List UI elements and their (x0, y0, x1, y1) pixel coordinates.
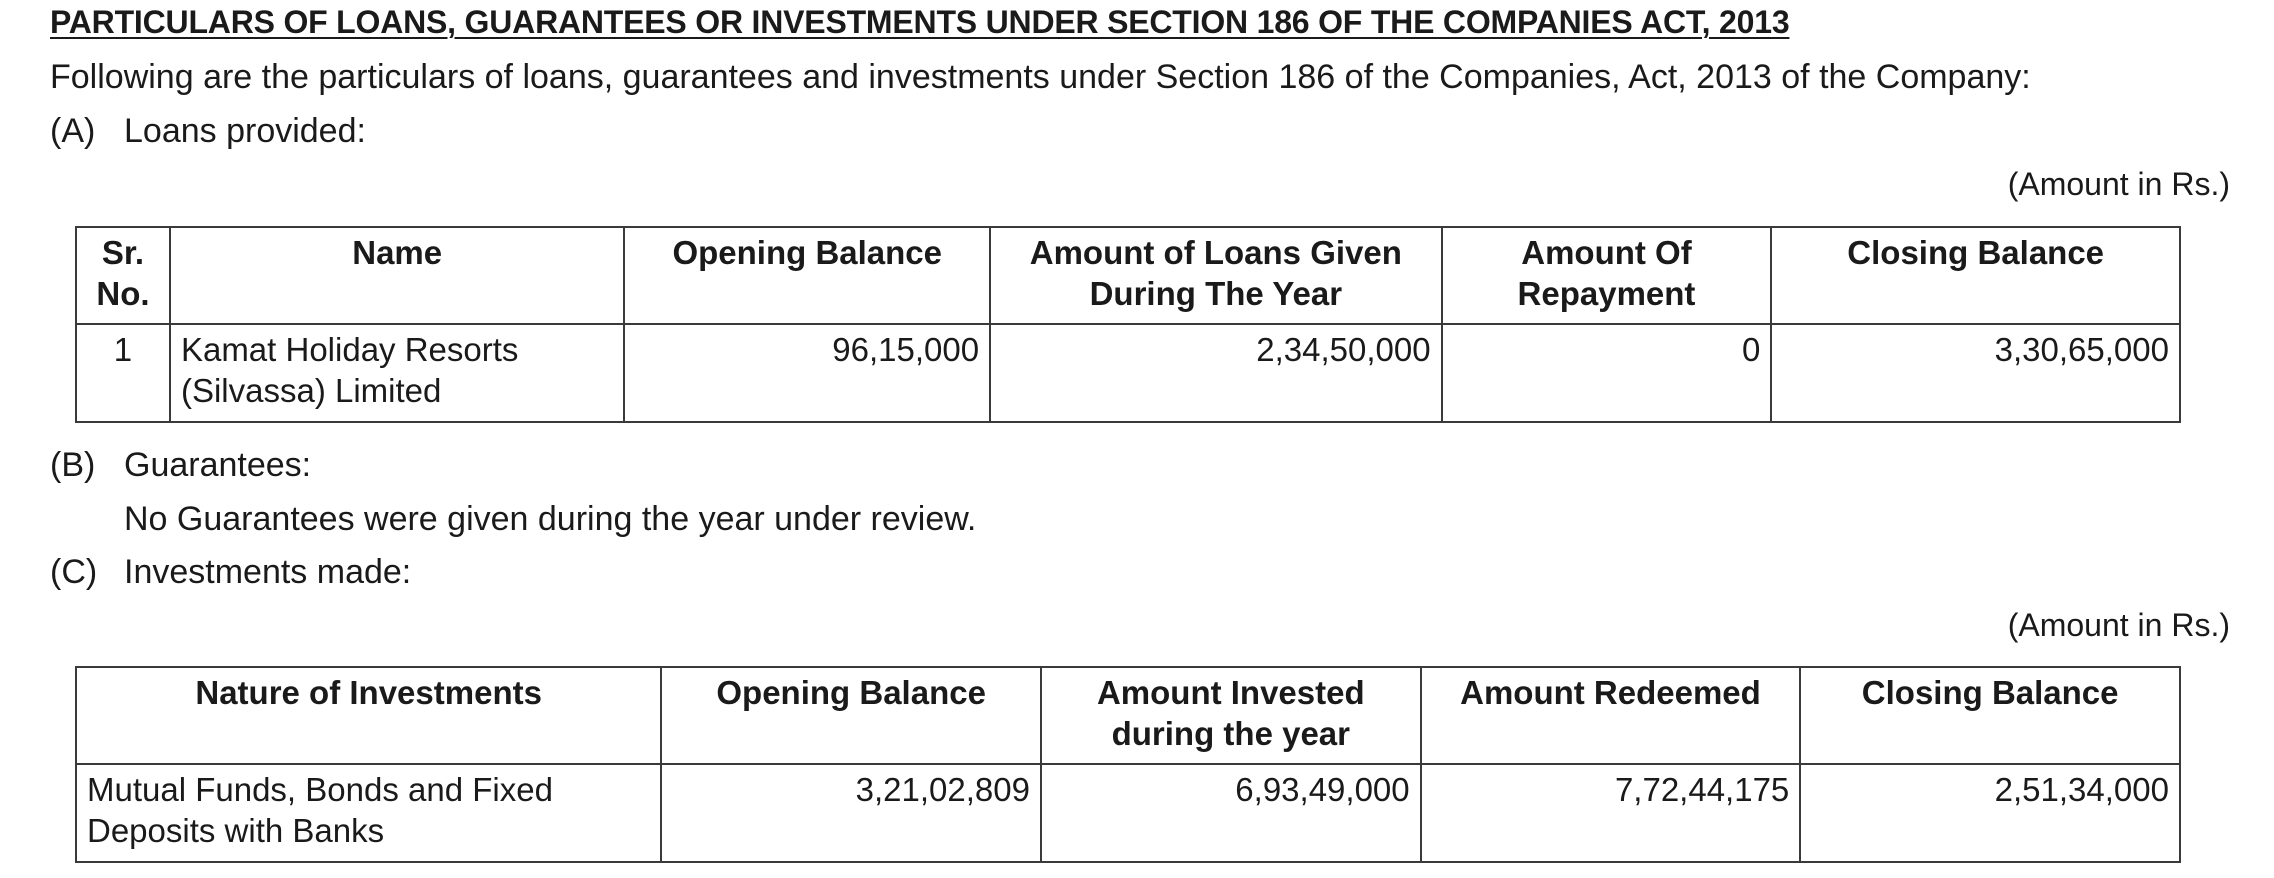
cell-opening-balance: 96,15,000 (624, 324, 990, 422)
header-nature: Nature of Investments (76, 667, 661, 764)
section-a-amount-note: (Amount in Rs.) (2007, 166, 2230, 202)
cell-sr-no: 1 (76, 324, 170, 422)
header-name: Name (170, 227, 624, 324)
section-b-heading (50, 446, 311, 485)
investments-header-row (76, 667, 2180, 764)
page-title: PARTICULARS OF LOANS, GUARANTEES OR INVESTMENTS UNDER SECTION 186 OF THE COMPANIES ACT, 2013 (50, 4, 1790, 40)
section-c-title: Investments made: (124, 553, 412, 591)
loans-header-row (76, 227, 2180, 324)
cell-repayment: 0 (1442, 324, 1772, 422)
cell-closing-balance: 2,51,34,000 (1800, 764, 2180, 862)
header-redeemed: Amount Redeemed (1421, 667, 1801, 764)
cell-name: Kamat Holiday Resorts (Silvassa) Limited (170, 324, 624, 422)
section-c-marker: (C) (50, 553, 98, 591)
section-b-title: Guarantees: (124, 446, 312, 484)
table-row (76, 324, 2180, 422)
cell-closing-balance: 3,30,65,000 (1771, 324, 2180, 422)
cell-opening-balance: 3,21,02,809 (661, 764, 1041, 862)
section-a-heading (50, 112, 366, 151)
section-a-marker: (A) (50, 112, 96, 150)
header-closing-balance: Closing Balance (1771, 227, 2180, 324)
header-opening-balance: Opening Balance (624, 227, 990, 324)
cell-redeemed: 7,72,44,175 (1421, 764, 1801, 862)
table-row (76, 764, 2180, 862)
section-c-amount-note: (Amount in Rs.) (2007, 607, 2230, 643)
header-closing-balance: Closing Balance (1800, 667, 2180, 764)
header-opening-balance: Opening Balance (661, 667, 1041, 764)
section-b-marker: (B) (50, 446, 96, 484)
loans-table (75, 226, 2181, 423)
intro-text: Following are the particulars of loans, guarantees and investments under Section 186 of the Companies, Act, 2013 of the Company: (50, 58, 2031, 96)
section-c-heading (50, 553, 411, 592)
header-repayment: Amount Of Repayment (1442, 227, 1772, 324)
header-sr-no: Sr. No. (76, 227, 170, 324)
investments-table (75, 666, 2181, 863)
section-a-title: Loans provided: (124, 112, 366, 150)
header-loans-given: Amount of Loans Given During The Year (990, 227, 1442, 324)
cell-loans-given: 2,34,50,000 (990, 324, 1442, 422)
guarantees-note: No Guarantees were given during the year under review. (124, 500, 977, 538)
cell-nature: Mutual Funds, Bonds and Fixed Deposits with Banks (76, 764, 661, 862)
cell-invested: 6,93,49,000 (1041, 764, 1421, 862)
header-invested: Amount Invested during the year (1041, 667, 1421, 764)
